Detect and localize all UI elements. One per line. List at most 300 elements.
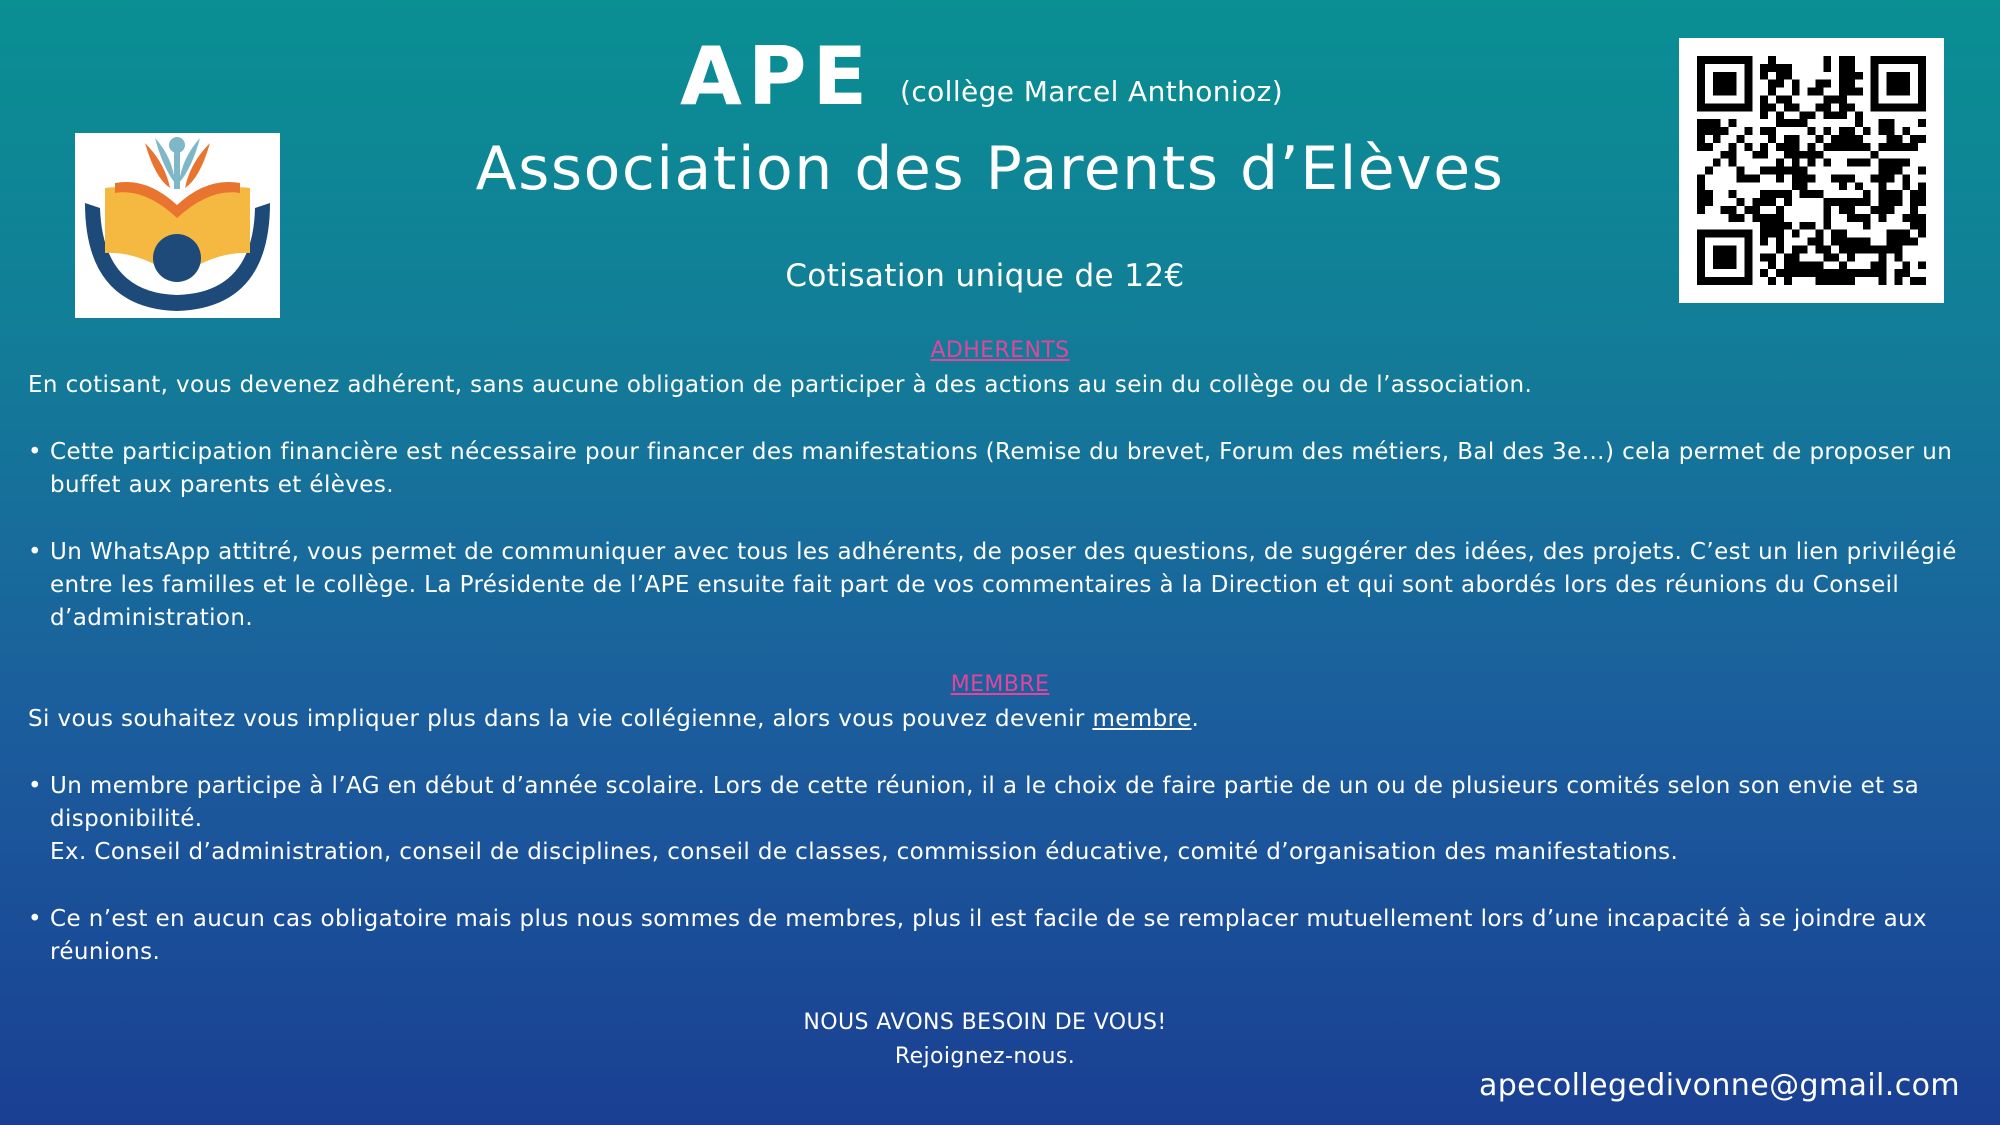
qr-module [1808, 174, 1816, 182]
qr-module [1768, 261, 1776, 269]
qr-module [1815, 230, 1823, 238]
qr-module [1847, 143, 1855, 151]
qr-code[interactable] [1679, 38, 1944, 303]
qr-module [1823, 64, 1831, 72]
qr-module [1768, 190, 1776, 198]
qr-module [1894, 230, 1902, 238]
qr-module [1855, 182, 1863, 190]
qr-module [1863, 159, 1871, 167]
qr-module [1855, 143, 1863, 151]
qr-module [1879, 198, 1887, 206]
qr-module [1871, 151, 1879, 159]
qr-module [1918, 214, 1926, 222]
qr-module [1768, 127, 1776, 135]
qr-module [1823, 103, 1831, 111]
membre-bullet-1-example: Ex. Conseil d’administration, conseil de disciplines, conseil de classes, commission éducative, comité d’organisation des manifestations. [50, 839, 1679, 865]
qr-module [1902, 261, 1910, 269]
qr-module [1863, 238, 1871, 246]
qr-module [1918, 222, 1926, 230]
qr-module [1760, 198, 1768, 206]
qr-module [1808, 269, 1816, 277]
qr-module [1697, 206, 1705, 214]
qr-module [1847, 88, 1855, 96]
qr-module [1697, 127, 1705, 135]
qr-module [1831, 143, 1839, 151]
qr-module [1910, 214, 1918, 222]
qr-module [1910, 190, 1918, 198]
qr-module [1808, 88, 1816, 96]
qr-module [1815, 238, 1823, 246]
qr-module [1855, 111, 1863, 119]
qr-module [1768, 198, 1776, 206]
qr-module [1808, 111, 1816, 119]
qr-module [1879, 269, 1887, 277]
qr-module [1855, 269, 1863, 277]
qr-module [1776, 238, 1784, 246]
qr-module [1863, 269, 1871, 277]
qr-module [1792, 119, 1800, 127]
qr-module [1894, 277, 1902, 285]
qr-module [1768, 88, 1776, 96]
qr-module [1887, 135, 1895, 143]
qr-module [1910, 222, 1918, 230]
qr-module [1800, 182, 1808, 190]
qr-module [1768, 253, 1776, 261]
qr-module [1823, 56, 1831, 64]
qr-module [1839, 80, 1847, 88]
qr-module [1847, 269, 1855, 277]
qr-module [1839, 64, 1847, 72]
qr-module [1887, 159, 1895, 167]
qr-module [1760, 269, 1768, 277]
qr-module [1800, 111, 1808, 119]
qr-module [1744, 174, 1752, 182]
qr-module [1887, 167, 1895, 175]
qr-module [1784, 119, 1792, 127]
qr-module [1808, 190, 1816, 198]
qr-module [1871, 246, 1879, 254]
qr-module [1918, 190, 1926, 198]
qr-module [1894, 198, 1902, 206]
qr-module [1847, 214, 1855, 222]
qr-module [1776, 64, 1784, 72]
qr-module [1776, 119, 1784, 127]
qr-module [1729, 214, 1737, 222]
association-title: Association des Parents d’Elèves [475, 134, 1505, 204]
qr-module [1894, 190, 1902, 198]
qr-module [1879, 182, 1887, 190]
qr-module [1713, 127, 1721, 135]
call-to-action: NOUS AVONS BESOIN DE VOUS! [803, 1010, 1167, 1035]
qr-module [1776, 222, 1784, 230]
qr-module [1752, 206, 1760, 214]
qr-module [1855, 88, 1863, 96]
qr-module [1721, 206, 1729, 214]
qr-module [1839, 182, 1847, 190]
qr-module [1847, 198, 1855, 206]
qr-module [1721, 151, 1729, 159]
qr-module [1792, 159, 1800, 167]
qr-module [1697, 135, 1705, 143]
qr-module [1863, 127, 1871, 135]
qr-module [1894, 246, 1902, 254]
qr-module [1768, 277, 1776, 285]
qr-module [1776, 269, 1784, 277]
qr-module [1808, 127, 1816, 135]
membre-bullet-2 [28, 903, 1968, 969]
qr-module [1760, 103, 1768, 111]
qr-module [1902, 159, 1910, 167]
qr-module [1823, 159, 1831, 167]
qr-module [1879, 190, 1887, 198]
qr-module [1839, 261, 1847, 269]
qr-module [1792, 167, 1800, 175]
qr-module [1855, 119, 1863, 127]
qr-module [1760, 167, 1768, 175]
qr-module [1784, 95, 1792, 103]
qr-module [1839, 135, 1847, 143]
qr-module [1713, 119, 1721, 127]
qr-module [1894, 159, 1902, 167]
qr-module [1800, 269, 1808, 277]
qr-module [1887, 174, 1895, 182]
qr-module [1887, 127, 1895, 135]
qr-module [1784, 135, 1792, 143]
qr-module [1831, 230, 1839, 238]
qr-module [1831, 95, 1839, 103]
qr-module [1784, 261, 1792, 269]
membre-bullet-1-text: Un membre participe à l’AG en début d’année scolaire. Lors de cette réunion, il a le choix de faire partie de un ou de plusieurs comités selon son envie et sa disponibilité. [50, 773, 1920, 832]
qr-module [1831, 253, 1839, 261]
qr-module [1729, 143, 1737, 151]
qr-module [1776, 159, 1784, 167]
qr-module [1784, 103, 1792, 111]
qr-module [1894, 143, 1902, 151]
qr-module [1879, 253, 1887, 261]
qr-module [1902, 143, 1910, 151]
qr-module [1823, 246, 1831, 254]
qr-module [1784, 151, 1792, 159]
qr-module [1918, 198, 1926, 206]
qr-module [1887, 230, 1895, 238]
qr-module [1902, 230, 1910, 238]
qr-module [1887, 246, 1895, 254]
qr-module [1792, 135, 1800, 143]
qr-finder [1713, 246, 1737, 270]
qr-module [1887, 238, 1895, 246]
bullet-dot: • [28, 539, 42, 565]
qr-module [1776, 111, 1784, 119]
qr-module [1823, 206, 1831, 214]
qr-module [1902, 214, 1910, 222]
qr-module [1784, 277, 1792, 285]
qr-module [1792, 143, 1800, 151]
qr-module [1776, 206, 1784, 214]
qr-module [1784, 198, 1792, 206]
qr-module [1847, 174, 1855, 182]
qr-module [1760, 214, 1768, 222]
qr-module [1760, 238, 1768, 246]
contact-email[interactable]: apecollegedivonne@gmail.com [1478, 1068, 1960, 1103]
qr-module [1760, 64, 1768, 72]
qr-module [1839, 72, 1847, 80]
qr-module [1879, 206, 1887, 214]
qr-module [1871, 174, 1879, 182]
qr-module [1776, 230, 1784, 238]
membre-link: membre [1092, 706, 1192, 732]
qr-module [1784, 72, 1792, 80]
qr-module [1823, 127, 1831, 135]
qr-module [1729, 206, 1737, 214]
qr-module [1800, 174, 1808, 182]
qr-module [1831, 111, 1839, 119]
qr-module [1910, 277, 1918, 285]
qr-module [1792, 246, 1800, 254]
qr-module [1729, 151, 1737, 159]
qr-module [1808, 222, 1816, 230]
qr-module [1713, 159, 1721, 167]
qr-module [1815, 190, 1823, 198]
qr-module [1871, 261, 1879, 269]
qr-module [1823, 277, 1831, 285]
qr-module [1831, 269, 1839, 277]
qr-module [1729, 119, 1737, 127]
qr-module [1776, 246, 1784, 254]
qr-finder [1713, 72, 1737, 96]
qr-module [1847, 72, 1855, 80]
qr-module [1815, 88, 1823, 96]
qr-module [1729, 190, 1737, 198]
bullet-dot: • [28, 906, 42, 932]
adherents-bullet-1-text: Cette participation financière est nécessaire pour financer des manifestations (Remise du brevet, Forum des métiers, Bal des 3e…) cela permet de proposer un buffet aux parents et élèves. [50, 439, 1953, 498]
qr-module [1839, 174, 1847, 182]
qr-module [1823, 198, 1831, 206]
qr-module [1744, 127, 1752, 135]
qr-module [1815, 80, 1823, 88]
qr-module [1855, 198, 1863, 206]
qr-module [1768, 103, 1776, 111]
qr-module [1760, 253, 1768, 261]
title-ape: APE [680, 30, 874, 123]
qr-module [1760, 151, 1768, 159]
qr-module [1855, 72, 1863, 80]
qr-module [1839, 143, 1847, 151]
qr-module [1800, 119, 1808, 127]
qr-module [1768, 167, 1776, 175]
qr-module [1736, 167, 1744, 175]
qr-module [1879, 174, 1887, 182]
qr-module [1792, 80, 1800, 88]
qr-module [1752, 214, 1760, 222]
qr-module [1863, 246, 1871, 254]
qr-module [1784, 167, 1792, 175]
qr-module [1784, 253, 1792, 261]
qr-module [1910, 206, 1918, 214]
qr-module [1792, 261, 1800, 269]
qr-module [1729, 159, 1737, 167]
qr-module [1697, 143, 1705, 151]
qr-module [1784, 143, 1792, 151]
qr-module [1918, 261, 1926, 269]
qr-module [1808, 238, 1816, 246]
qr-module [1902, 182, 1910, 190]
qr-module [1910, 135, 1918, 143]
qr-module [1839, 238, 1847, 246]
qr-module [1705, 119, 1713, 127]
qr-module [1815, 135, 1823, 143]
qr-module [1823, 269, 1831, 277]
qr-module [1697, 198, 1705, 206]
qr-module [1752, 198, 1760, 206]
qr-module [1800, 151, 1808, 159]
qr-module [1808, 151, 1816, 159]
qr-module [1760, 222, 1768, 230]
qr-module [1784, 64, 1792, 72]
qr-module [1894, 167, 1902, 175]
qr-module [1894, 135, 1902, 143]
qr-module [1705, 143, 1713, 151]
qr-module [1839, 198, 1847, 206]
qr-module [1847, 246, 1855, 254]
qr-module [1879, 127, 1887, 135]
qr-module [1705, 167, 1713, 175]
qr-module [1784, 269, 1792, 277]
qr-module [1879, 214, 1887, 222]
qr-module [1768, 230, 1776, 238]
qr-module [1776, 190, 1784, 198]
qr-module [1713, 135, 1721, 143]
qr-module [1744, 143, 1752, 151]
qr-module [1902, 238, 1910, 246]
qr-module [1918, 167, 1926, 175]
qr-module [1879, 119, 1887, 127]
qr-module [1902, 269, 1910, 277]
qr-module [1760, 190, 1768, 198]
membre-bullet-1 [28, 770, 1968, 869]
qr-module [1815, 103, 1823, 111]
qr-module [1697, 119, 1705, 127]
qr-module [1760, 143, 1768, 151]
qr-module [1808, 159, 1816, 167]
qr-module [1887, 119, 1895, 127]
qr-module [1823, 222, 1831, 230]
qr-module [1847, 135, 1855, 143]
qr-module [1918, 230, 1926, 238]
qr-module [1823, 253, 1831, 261]
qr-module [1839, 103, 1847, 111]
adherents-bullet-2-text: Un WhatsApp attitré, vous permet de communiquer avec tous les adhérents, de poser des questions, de suggérer des idées, des projets. C’est un lien privilégié entre les familles et le collège. La Présidente de l’APE ensuite fait part de vos commentaires à la Direction et qui sont abordés lors des réunions du Conseil d’administration. [50, 539, 1957, 631]
qr-module [1800, 222, 1808, 230]
bullet-dot: • [28, 773, 42, 799]
qr-module [1776, 214, 1784, 222]
qr-module [1800, 190, 1808, 198]
qr-module [1831, 277, 1839, 285]
qr-module [1887, 206, 1895, 214]
qr-module [1879, 277, 1887, 285]
qr-module [1815, 151, 1823, 159]
qr-module [1697, 174, 1705, 182]
qr-module [1823, 143, 1831, 151]
qr-module [1855, 159, 1863, 167]
qr-module [1784, 190, 1792, 198]
adherents-bullet-2 [28, 536, 1968, 635]
qr-module [1760, 111, 1768, 119]
qr-module [1879, 261, 1887, 269]
qr-module [1792, 182, 1800, 190]
qr-module [1871, 269, 1879, 277]
qr-module [1879, 143, 1887, 151]
qr-module [1847, 238, 1855, 246]
qr-module [1705, 198, 1713, 206]
qr-module [1855, 238, 1863, 246]
qr-module [1863, 198, 1871, 206]
qr-module [1736, 198, 1744, 206]
qr-module [1760, 95, 1768, 103]
qr-module [1823, 80, 1831, 88]
qr-module [1847, 277, 1855, 285]
qr-finder [1887, 72, 1911, 96]
qr-module [1760, 230, 1768, 238]
qr-module [1839, 277, 1847, 285]
adherents-intro: En cotisant, vous devenez adhérent, sans aucune obligation de participer à des actions au sein du collège ou de l’association. [28, 372, 1533, 398]
qr-module [1887, 198, 1895, 206]
qr-module [1847, 56, 1855, 64]
qr-module [1910, 238, 1918, 246]
qr-module [1863, 214, 1871, 222]
qr-module [1910, 198, 1918, 206]
qr-module [1792, 174, 1800, 182]
adherents-heading: ADHERENTS [930, 338, 1070, 363]
qr-module [1894, 238, 1902, 246]
qr-module [1839, 246, 1847, 254]
qr-module [1760, 72, 1768, 80]
qr-module [1839, 230, 1847, 238]
qr-module [1792, 88, 1800, 96]
qr-module [1847, 253, 1855, 261]
cotisation-text: Cotisation unique de 12€ [785, 258, 1185, 294]
qr-module [1839, 127, 1847, 135]
qr-module [1863, 190, 1871, 198]
qr-module [1839, 111, 1847, 119]
qr-module [1839, 269, 1847, 277]
qr-module [1776, 174, 1784, 182]
qr-module [1815, 269, 1823, 277]
qr-module [1839, 95, 1847, 103]
qr-code-icon [1697, 56, 1926, 285]
qr-module [1894, 269, 1902, 277]
qr-module [1736, 214, 1744, 222]
adherents-bullet-1 [28, 436, 1968, 502]
membre-intro-end: . [1191, 706, 1200, 732]
qr-module [1815, 277, 1823, 285]
qr-module [1800, 246, 1808, 254]
qr-module [1918, 119, 1926, 127]
logo [75, 133, 280, 318]
qr-module [1815, 246, 1823, 254]
qr-module [1800, 167, 1808, 175]
qr-module [1768, 56, 1776, 64]
qr-module [1784, 222, 1792, 230]
qr-module [1871, 206, 1879, 214]
qr-module [1855, 214, 1863, 222]
qr-module [1736, 174, 1744, 182]
qr-module [1776, 80, 1784, 88]
qr-module [1879, 246, 1887, 254]
qr-module [1808, 261, 1816, 269]
membre-heading: MEMBRE [950, 672, 1050, 697]
qr-module [1792, 230, 1800, 238]
qr-module [1697, 190, 1705, 198]
